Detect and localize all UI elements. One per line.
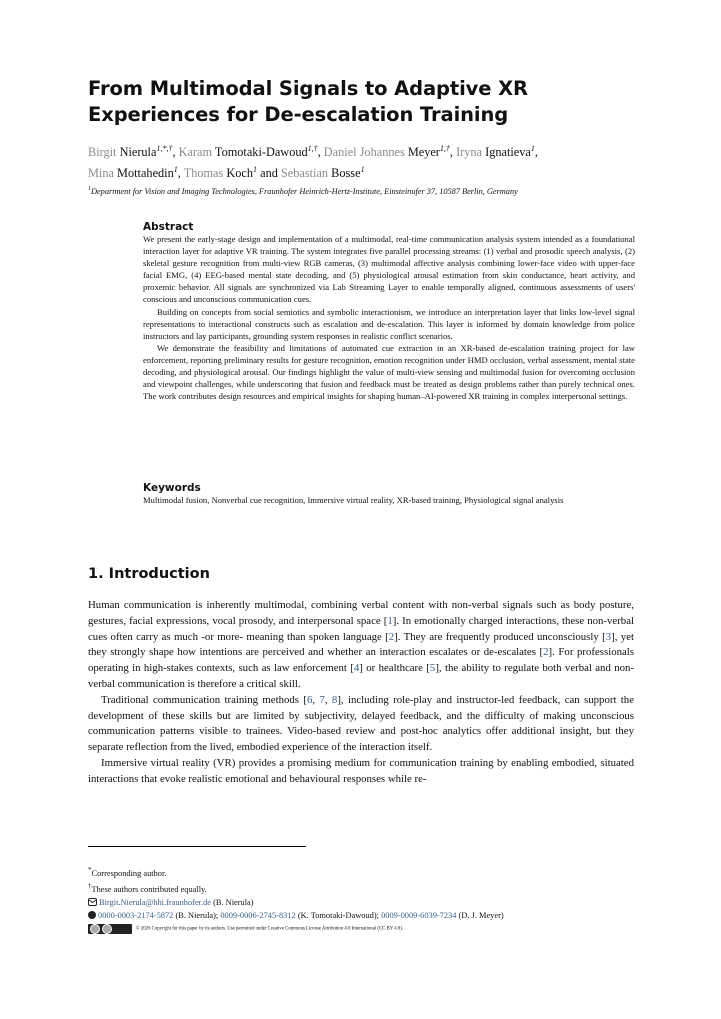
keywords-block	[143, 482, 635, 506]
email-owner: (B. Nierula)	[213, 897, 254, 907]
section-title: Introduction	[108, 566, 210, 582]
author-separator: ,	[534, 145, 538, 160]
author-separator: ,	[172, 145, 176, 160]
author-marks: 1	[173, 165, 178, 175]
author-last-name: Nierula	[119, 145, 157, 160]
author-marks: 1,*,†	[156, 144, 173, 153]
paper-title: From Multimodal Signals to Adaptive XR Experiences for De-escalation Training	[88, 77, 528, 126]
footnote-rule	[88, 846, 306, 847]
affiliation-text: Department for Vision and Imaging Technologies, Fraunhofer Heinrich-Hertz-Institute, Einsteinufer 37, 10587 Berlin, Germany	[91, 186, 518, 196]
footnotes	[88, 864, 648, 935]
affiliation	[88, 186, 648, 196]
intro-text: ,	[324, 693, 332, 706]
keywords-heading: Keywords	[143, 482, 201, 494]
author-first-name: Karam	[178, 145, 213, 160]
citation-link[interactable]: 7	[319, 693, 325, 706]
citation-link[interactable]: 5	[429, 662, 436, 675]
citation-link[interactable]: 2	[543, 646, 549, 659]
orcid-link[interactable]: 0009-0009-6039-7234	[381, 910, 457, 920]
footnote-mark: *	[88, 866, 92, 874]
abstract-block	[143, 221, 635, 402]
author-separator: and	[257, 166, 278, 181]
author-entry	[324, 145, 456, 159]
intro-paragraph	[88, 693, 634, 756]
footnote-text: Corresponding author.	[91, 868, 167, 878]
cc-by-icon	[88, 924, 132, 934]
orcid-owner: (K. Tomotaki-Dawoud);	[297, 910, 379, 920]
footnote-license	[88, 922, 648, 936]
citation-link[interactable]: 2	[388, 630, 395, 643]
citation-link[interactable]: 3	[605, 630, 612, 643]
author-first-name: Iryna	[456, 145, 483, 160]
author-first-name: Mina	[88, 166, 114, 181]
author-entry	[88, 145, 179, 159]
intro-paragraph	[88, 756, 634, 788]
footnote-corresponding	[88, 864, 648, 880]
author-entry	[281, 166, 365, 180]
orcid-icon	[88, 911, 96, 919]
author-marks: 1	[530, 144, 535, 153]
abstract-heading: Abstract	[143, 221, 194, 233]
author-last-name: Bosse	[331, 166, 361, 181]
author-entry	[456, 145, 538, 159]
intro-text: ]. In emotionally charged interactions, these non-verbal cues often carry as much -or more- meaning than spoken language [	[88, 614, 634, 643]
section-heading	[88, 566, 210, 582]
citation-link[interactable]: 8	[331, 693, 338, 706]
author-list	[88, 140, 648, 182]
intro-text: ] or healthcare [	[359, 662, 430, 675]
email-link[interactable]: Birgit.Nierula@hhi.fraunhofer.de	[99, 897, 211, 907]
author-first-name: Thomas	[183, 166, 224, 181]
author-first-name: Daniel Johannes	[323, 145, 405, 160]
author-entry	[184, 166, 281, 180]
intro-text: ], yet they strongly shape how intentions are perceived and whether an interaction escalates or de-escalates [	[88, 630, 634, 659]
citation-link[interactable]: 4	[353, 662, 360, 675]
orcid-owner: (D. J. Meyer)	[458, 910, 504, 920]
orcid-owner: (B. Nierula);	[175, 910, 219, 920]
intro-paragraph	[88, 598, 634, 693]
author-first-name: Sebastian	[280, 166, 329, 181]
section-number: 1.	[88, 566, 104, 582]
author-first-name: Birgit	[88, 145, 117, 160]
abstract-paragraph: Building on concepts from social semiotics and symbolic interactionism, we introduce an interpretation layer that links low-level signal representations to interactional constructs such as escalation and de-escalation. This layer is informed by domain knowledge from police instructors and lay participants, grounding system responses in realistic conflict scenarios.	[143, 306, 635, 341]
author-marks: 1,†	[439, 144, 450, 153]
citation-link[interactable]: 6	[306, 693, 313, 706]
intro-body	[88, 598, 634, 788]
author-separator: ,	[317, 145, 321, 160]
intro-text: ], the ability to regulate both verbal and non-verbal communication is therefore a critical skill.	[88, 662, 635, 690]
intro-text: Immersive virtual reality (VR) provides a promising medium for communication training by enabling embodied, situated interactions that evoke realistic emotional and behavioural responses while re-	[88, 756, 634, 785]
footnote-mark: †	[88, 881, 92, 890]
author-separator: ,	[449, 145, 453, 160]
intro-text: ,	[312, 693, 320, 706]
intro-text: Human communication is inherently multimodal, combining verbal content with non-verbal signals such as body posture, gestures, facial expressions, vocal prosody, and interpersonal space [	[88, 599, 634, 627]
keywords-text: Multimodal fusion, Nonverbal cue recognition, Immersive virtual reality, XR-based training, Physiological signal analysis	[143, 495, 564, 505]
author-last-name: Tomotaki-Dawoud	[214, 145, 308, 160]
author-last-name: Meyer	[407, 145, 440, 160]
author-separator: ,	[177, 166, 181, 181]
author-last-name: Ignatieva	[485, 145, 531, 160]
footnote-equal	[88, 880, 648, 896]
copyright-text: © 2026 Copyright for this paper by its authors. Use permitted under Creative Commons License Attribution 4.0 International (CC BY 4.0).	[136, 926, 403, 932]
author-entry	[179, 145, 324, 159]
orcid-link[interactable]: 0000-0003-2174-5872	[98, 910, 174, 920]
abstract-paragraph: We demonstrate the feasibility and limitations of automated cue extraction in an XR-based de-escalation training project for law enforcement, reporting preliminary results for gesture recognition, emotion recognition under HMD occlusion, verbal assessment, mental state decoding, and physiological arousal. Our findings highlight the value of multi-view sensing and multimodal fusion for overcoming occlusion and viewpoint challenges, while underscoring that fusion and feedback must be treated as design problems rather than purely technical ones. The work contributes design resources and empirical insights for shaping human–AI-powered XR training in complex interpersonal settings.	[143, 342, 635, 402]
affiliation-mark: 1	[88, 186, 91, 192]
orcid-link[interactable]: 0009-0006-2745-8312	[220, 910, 296, 920]
author-marks: 1	[360, 165, 365, 175]
author-last-name: Koch	[226, 166, 254, 181]
mail-icon	[88, 898, 97, 906]
intro-text: ]. They are frequently produced unconsciously [	[394, 630, 606, 643]
author-last-name: Mottahedin	[117, 166, 174, 181]
abstract-paragraph: We present the early-stage design and implementation of a multimodal, real-time communication analysis system intended as a foundational interaction layer for adaptive VR training. The system integrates five parallel processing streams: (1) verbal and prosodic speech analysis, (2) skeletal gesture recognition from multi-view RGB cameras, (3) multimodal affective analysis combining lower-face video with upper-face facial EMG, (4) EEG-based mental state decoding, and (5) physiological arousal estimation from skin conductance, heart activity, and proxemic behavior. All signals are synchronized via Lab Streaming Layer to enable temporally aligned, continuous assessments of users' conscious and unconscious communication cues.	[143, 234, 635, 305]
intro-text: Traditional communication training methods [	[101, 693, 307, 706]
author-entry	[88, 166, 184, 180]
footnote-email	[88, 896, 648, 909]
footnote-orcid	[88, 909, 648, 922]
citation-link[interactable]: 1	[387, 614, 393, 627]
author-marks: 1	[253, 165, 258, 175]
intro-text: ]. For professionals operating in high-stakes contexts, such as law enforcement [	[88, 646, 634, 675]
author-marks: 1,†	[307, 144, 318, 153]
footnote-text: These authors contributed equally.	[91, 884, 207, 894]
intro-text: ], including role-play and instructor-led feedback, can support the development of these skills but are limited by subjectivity, delayed feedback, and the difficulty of making unconscious communication patterns visible to trainees. Video-based review and post-hoc analytics offer additional insight, but they separate reflection from the lived, embodied experience of the interaction itself.	[88, 693, 634, 754]
